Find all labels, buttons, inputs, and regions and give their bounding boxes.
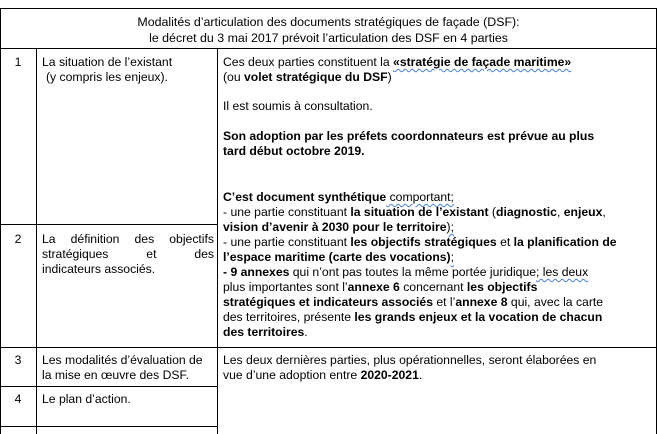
synthesis-bullet1-line2: vision d’avenir à 2030 pour le territoire); (223, 220, 454, 234)
row-divider-4-end (0, 426, 218, 427)
table-title-line2: le décret du 3 mai 2017 prévoit l’articulation des DSF en 4 parties (149, 31, 508, 45)
consultation-paragraph: Il est soumis à consultation. (223, 99, 373, 113)
row-number-1: 1 (14, 55, 22, 69)
synthesis-bullet3-line2: plus importantes sont l’annexe 6 concernant les objectifs (223, 280, 538, 294)
synthesis-bullet3-line5: des territoires. (223, 325, 308, 339)
strategy-line2: (ou volet stratégique du DSF) (223, 70, 392, 84)
strategy-line1: Ces deux parties constituent la «stratégie de façade maritime» (223, 55, 572, 69)
operational-line2: vue d’une adoption entre 2020-2021. (223, 368, 423, 382)
table-title (1, 14, 656, 46)
adoption-paragraph (223, 129, 648, 159)
column-divider-num (36, 48, 37, 434)
synthesis-bullet3-line1: - 9 annexes qui n’ont pas toutes la même portée juridique; les deux (223, 265, 589, 279)
row-divider-1-2 (0, 224, 218, 225)
row-2-line2: stratégiques et des (42, 247, 214, 261)
synthesis-bullet2-line1: - une partie constituant les objectifs stratégiques et la planification de (223, 235, 617, 249)
operational-line1: Les deux dernières parties, plus opérationnelles, seront élaborées en (223, 353, 597, 367)
synthesis-bullet3-line3: stratégiques et indicateurs associés et l’annexe 8 qui, avec la carte (223, 295, 604, 309)
synthesis-paragraph (223, 190, 648, 340)
strategy-paragraph (223, 55, 648, 85)
row-number-3: 3 (14, 353, 22, 367)
row-divider-3-4 (0, 386, 218, 387)
row-3-label (42, 353, 214, 383)
row-2-line3: indicateurs associés. (42, 262, 156, 276)
row-4-label: Le plan d’action. (42, 392, 131, 406)
synthesis-bullet3-line4: des territoires, présente les grands enjeux et la vocation de chacun (223, 310, 603, 324)
adoption-line1: Son adoption par les préfets coordonnateurs est prévue au plus (223, 129, 595, 143)
synthesis-bullet1-line1: - une partie constituant la situation de l’existant (diagnostic, enjeux, (223, 205, 606, 219)
column-divider-label (217, 48, 218, 434)
operational-paragraph (223, 353, 648, 383)
adoption-line2: tard début octobre 2019. (223, 144, 365, 158)
row-1-line2: (y compris les enjeux). (46, 70, 168, 84)
row-3-line1: Les modalités d’évaluation de (42, 353, 203, 367)
row-3-line2: la mise en œuvre des DSF. (42, 368, 189, 382)
row-number-4: 4 (14, 392, 22, 406)
row-number-2: 2 (14, 232, 22, 246)
table-title-line1: Modalités d’articulation des documents stratégiques de façade (DSF): (137, 15, 520, 29)
row-2-label (42, 232, 214, 277)
row-2-line1: La définition des objectifs (42, 232, 214, 246)
table-border-left (0, 8, 1, 434)
row-1-label (42, 55, 214, 85)
row-divider-1-3 (0, 347, 657, 348)
synthesis-intro: C’est document synthétique comportant; (223, 190, 454, 204)
synthesis-bullet2-line2: l’espace maritime (carte des vocations); (223, 250, 454, 264)
table-border-top (0, 8, 657, 9)
strategy-term: «stratégie de façade maritime» (393, 55, 572, 69)
row-1-line1: La situation de l’existant (42, 55, 173, 69)
header-divider (0, 48, 657, 49)
